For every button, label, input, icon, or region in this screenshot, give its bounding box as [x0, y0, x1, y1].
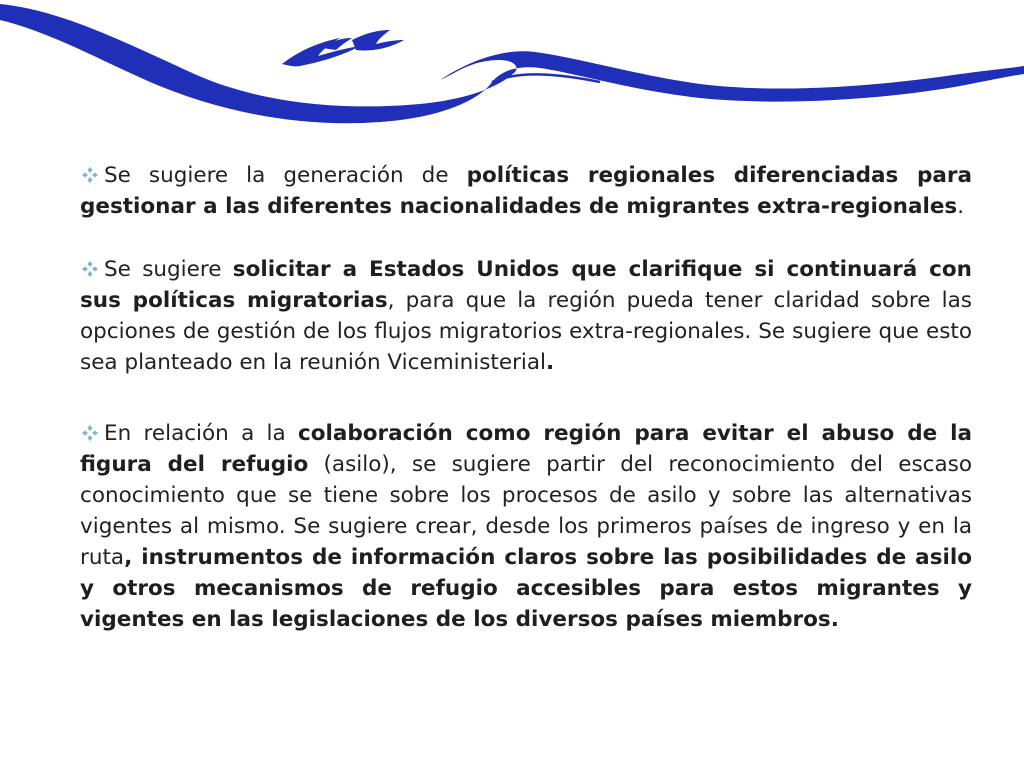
header-swoosh-decoration [0, 0, 1024, 140]
bullet-item [72, 254, 972, 378]
bullet-item [72, 160, 972, 222]
diamond-bullet-icon [80, 424, 100, 442]
bullet-item [72, 418, 972, 635]
bullet-text: Se sugiere la generación de políticas regionales diferenciadas para gestionar a las diferentes nacionalidades de migrantes extra-regionales. [80, 163, 972, 219]
bullet-text: Se sugiere solicitar a Estados Unidos que clarifique si continuará con sus políticas migratorias, para que la región pueda tener claridad sobre las opciones de gestión de los flujos migratorios extra-regionales. Se sugiere que esto sea planteado en la reunión Viceministerial. [80, 257, 972, 375]
bird-icon [352, 30, 404, 51]
swoosh-band [0, 4, 1024, 123]
diamond-bullet-icon [80, 260, 100, 278]
diamond-bullet-icon [80, 166, 100, 184]
bullet-text: En relación a la colaboración como región para evitar el abuso de la figura del refugio (asilo), se sugiere partir del reconocimiento del escaso conocimiento que se tiene sobre los procesos de asilo y sobre las alternativas vigentes al mismo. Se sugiere crear, desde los primeros países de ingreso y en la ruta, instrumentos de información claros sobre las posibilidades de asilo y otros mecanismos de refugio accesibles para estos migrantes y vigentes en las legislaciones de los diversos países miembros. [80, 421, 972, 632]
bird-icon [282, 38, 360, 66]
